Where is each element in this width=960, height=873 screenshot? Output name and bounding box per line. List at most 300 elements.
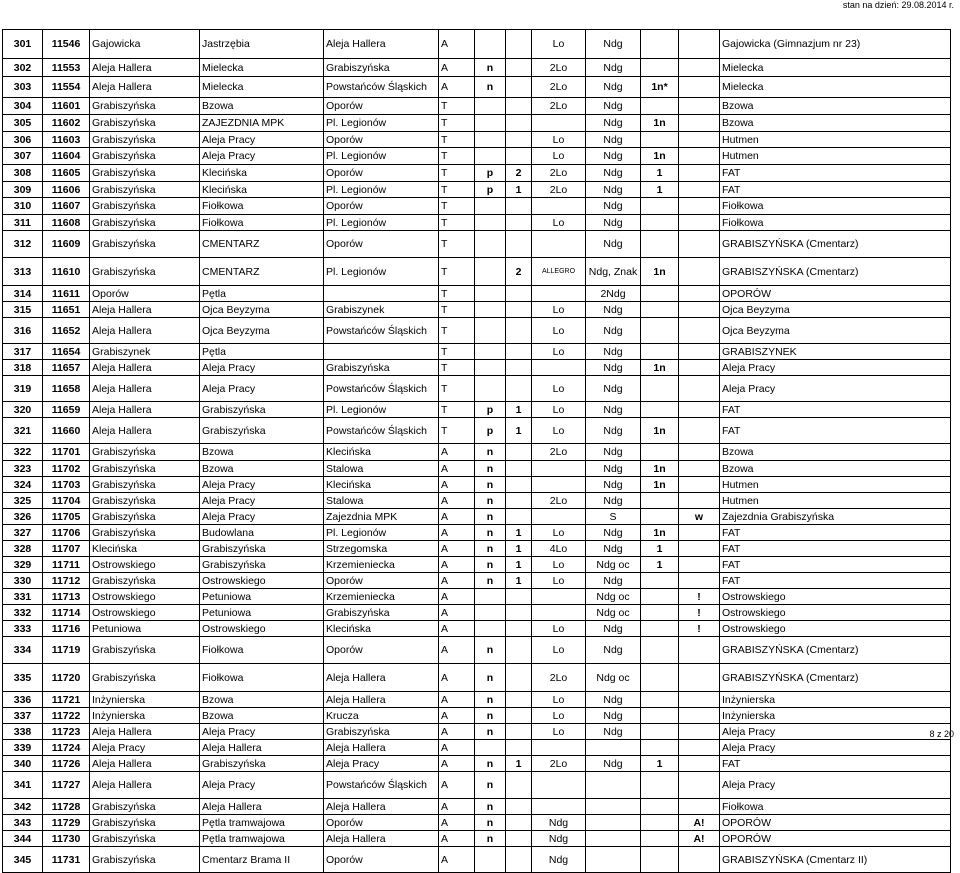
- cell-lp: 336: [3, 692, 43, 708]
- cell-street: Grabiszyńska: [90, 509, 200, 525]
- cell-type: T: [439, 231, 475, 258]
- cell-mark: [679, 740, 720, 756]
- cell-mark: [679, 376, 720, 402]
- cell-to-street: Krzemieniecka: [324, 557, 439, 573]
- cell-flag: [475, 360, 506, 376]
- cell-to-street: Oporów: [324, 637, 439, 664]
- cell-equipment: Ndg: [586, 115, 641, 132]
- cell-extra: [641, 692, 679, 708]
- cell-type: A: [439, 799, 475, 815]
- cell-lp: 327: [3, 525, 43, 541]
- cell-stop-id: 11722: [43, 708, 90, 724]
- cell-type: T: [439, 258, 475, 286]
- table-row: [3, 115, 951, 132]
- cell-lp: 312: [3, 231, 43, 258]
- cell-shelter: 2Lo: [532, 165, 586, 182]
- cell-shelter: Ndg: [532, 831, 586, 847]
- cell-from-street: Grabiszyńska: [200, 557, 324, 573]
- cell-equipment: [586, 799, 641, 815]
- cell-flag: p: [475, 182, 506, 198]
- cell-type: A: [439, 525, 475, 541]
- cell-lp: 326: [3, 509, 43, 525]
- cell-type: A: [439, 59, 475, 77]
- cell-to-street: Grabiszyńska: [324, 724, 439, 740]
- cell-to-street: Grabiszynek: [324, 302, 439, 318]
- cell-street: Grabiszyńska: [90, 231, 200, 258]
- cell-flag: p: [475, 165, 506, 182]
- table-row: [3, 132, 951, 148]
- cell-stop-id: 11707: [43, 541, 90, 557]
- cell-count: [506, 59, 532, 77]
- cell-flag: [475, 148, 506, 165]
- cell-count: [506, 98, 532, 115]
- cell-stop-id: 11713: [43, 589, 90, 605]
- cell-type: A: [439, 444, 475, 461]
- table-row: [3, 258, 951, 286]
- cell-equipment: [586, 740, 641, 756]
- cell-lp: 303: [3, 77, 43, 98]
- cell-from-street: Aleja Hallera: [200, 799, 324, 815]
- cell-shelter: Lo: [532, 418, 586, 444]
- cell-to-street: Klecińska: [324, 621, 439, 637]
- cell-flag: n: [475, 815, 506, 831]
- cell-street: Klecińska: [90, 541, 200, 557]
- cell-street: Aleja Hallera: [90, 360, 200, 376]
- cell-street: Grabiszyńska: [90, 215, 200, 231]
- cell-equipment: Ndg: [586, 344, 641, 360]
- cell-flag: [475, 98, 506, 115]
- cell-type: A: [439, 509, 475, 525]
- cell-stop-name: Ostrowskiego: [720, 589, 951, 605]
- cell-mark: [679, 541, 720, 557]
- cell-to-street: Pl. Legionów: [324, 215, 439, 231]
- cell-from-street: Bzowa: [200, 98, 324, 115]
- cell-flag: [475, 198, 506, 215]
- cell-from-street: Grabiszyńska: [200, 541, 324, 557]
- cell-street: Grabiszyńska: [90, 444, 200, 461]
- cell-equipment: Ndg: [586, 418, 641, 444]
- cell-street: Grabiszyńska: [90, 477, 200, 493]
- cell-lp: 315: [3, 302, 43, 318]
- cell-shelter: Lo: [532, 215, 586, 231]
- cell-shelter: Ndg: [532, 847, 586, 873]
- cell-extra: [641, 132, 679, 148]
- cell-to-street: Aleja Hallera: [324, 30, 439, 59]
- cell-stop-id: 11731: [43, 847, 90, 873]
- table-row: [3, 318, 951, 344]
- cell-shelter: Lo: [532, 557, 586, 573]
- cell-from-street: Mielecka: [200, 59, 324, 77]
- cell-from-street: Aleja Pracy: [200, 772, 324, 799]
- cell-to-street: Aleja Pracy: [324, 756, 439, 772]
- cell-flag: n: [475, 637, 506, 664]
- cell-stop-id: 11712: [43, 573, 90, 589]
- cell-extra: [641, 589, 679, 605]
- cell-stop-name: Hutmen: [720, 477, 951, 493]
- table-row: [3, 557, 951, 573]
- cell-flag: n: [475, 664, 506, 692]
- cell-street: Grabiszyńska: [90, 165, 200, 182]
- cell-street: Inżynierska: [90, 692, 200, 708]
- cell-from-street: Pętla: [200, 286, 324, 302]
- cell-from-street: Petuniowa: [200, 589, 324, 605]
- cell-stop-id: 11711: [43, 557, 90, 573]
- cell-type: A: [439, 589, 475, 605]
- cell-type: T: [439, 115, 475, 132]
- table-row: [3, 724, 951, 740]
- cell-lp: 338: [3, 724, 43, 740]
- cell-type: T: [439, 98, 475, 115]
- cell-stop-id: 11652: [43, 318, 90, 344]
- table-row: [3, 182, 951, 198]
- table-row: [3, 444, 951, 461]
- cell-lp: 332: [3, 605, 43, 621]
- cell-from-street: Pętla: [200, 344, 324, 360]
- cell-mark: [679, 132, 720, 148]
- cell-flag: n: [475, 724, 506, 740]
- table-row: [3, 376, 951, 402]
- cell-stop-id: 11719: [43, 637, 90, 664]
- table-row: [3, 98, 951, 115]
- cell-count: [506, 477, 532, 493]
- cell-stop-name: Fiołkowa: [720, 799, 951, 815]
- cell-street: Grabiszyńska: [90, 493, 200, 509]
- cell-stop-name: Aleja Pracy: [720, 376, 951, 402]
- cell-type: T: [439, 302, 475, 318]
- cell-from-street: CMENTARZ: [200, 258, 324, 286]
- cell-extra: [641, 799, 679, 815]
- cell-lp: 333: [3, 621, 43, 637]
- cell-from-street: Aleja Pracy: [200, 493, 324, 509]
- cell-extra: 1: [641, 541, 679, 557]
- cell-to-street: Oporów: [324, 573, 439, 589]
- cell-count: [506, 847, 532, 873]
- cell-mark: [679, 30, 720, 59]
- cell-lp: 328: [3, 541, 43, 557]
- cell-equipment: Ndg: [586, 165, 641, 182]
- cell-street: Grabiszyńska: [90, 573, 200, 589]
- table-row: [3, 231, 951, 258]
- cell-shelter: Ndg: [532, 815, 586, 831]
- cell-stop-id: 11704: [43, 493, 90, 509]
- table-row: [3, 589, 951, 605]
- cell-lp: 324: [3, 477, 43, 493]
- cell-stop-id: 11546: [43, 30, 90, 59]
- cell-from-street: Klecińska: [200, 182, 324, 198]
- cell-lp: 309: [3, 182, 43, 198]
- cell-count: [506, 664, 532, 692]
- cell-type: T: [439, 215, 475, 231]
- cell-stop-name: Bzowa: [720, 444, 951, 461]
- cell-stop-name: Fiołkowa: [720, 215, 951, 231]
- cell-to-street: Zajezdnia MPK: [324, 509, 439, 525]
- cell-stop-id: 11716: [43, 621, 90, 637]
- cell-equipment: [586, 847, 641, 873]
- cell-from-street: Aleja Pracy: [200, 477, 324, 493]
- cell-shelter: Lo: [532, 402, 586, 418]
- table-row: [3, 418, 951, 444]
- cell-shelter: [532, 509, 586, 525]
- cell-flag: n: [475, 692, 506, 708]
- cell-count: [506, 231, 532, 258]
- cell-stop-id: 11706: [43, 525, 90, 541]
- cell-stop-name: OPORÓW: [720, 286, 951, 302]
- table-row: [3, 740, 951, 756]
- cell-street: Grabiszyńska: [90, 815, 200, 831]
- cell-stop-id: 11554: [43, 77, 90, 98]
- table-row: [3, 493, 951, 509]
- cell-type: T: [439, 418, 475, 444]
- cell-stop-id: 11714: [43, 605, 90, 621]
- cell-flag: [475, 605, 506, 621]
- cell-stop-id: 11603: [43, 132, 90, 148]
- cell-flag: [475, 115, 506, 132]
- cell-count: [506, 799, 532, 815]
- table-row: [3, 605, 951, 621]
- cell-shelter: Lo: [532, 132, 586, 148]
- cell-equipment: Ndg: [586, 182, 641, 198]
- cell-stop-name: Aleja Pracy: [720, 360, 951, 376]
- cell-flag: [475, 215, 506, 231]
- cell-lp: 322: [3, 444, 43, 461]
- cell-street: Grabiszyńska: [90, 115, 200, 132]
- cell-shelter: 2Lo: [532, 493, 586, 509]
- cell-count: [506, 360, 532, 376]
- cell-to-street: Powstańców Śląskich: [324, 418, 439, 444]
- cell-equipment: Ndg: [586, 525, 641, 541]
- cell-shelter: [532, 115, 586, 132]
- cell-stop-id: 11702: [43, 461, 90, 477]
- cell-shelter: Lo: [532, 621, 586, 637]
- cell-lp: 340: [3, 756, 43, 772]
- cell-street: Aleja Hallera: [90, 302, 200, 318]
- cell-mark: [679, 573, 720, 589]
- cell-stop-name: Mielecka: [720, 77, 951, 98]
- cell-type: A: [439, 77, 475, 98]
- cell-stop-id: 11703: [43, 477, 90, 493]
- cell-mark: [679, 799, 720, 815]
- cell-flag: n: [475, 477, 506, 493]
- cell-shelter: [532, 231, 586, 258]
- cell-stop-id: 11721: [43, 692, 90, 708]
- table-row: [3, 573, 951, 589]
- cell-flag: n: [475, 557, 506, 573]
- cell-from-street: Ostrowskiego: [200, 621, 324, 637]
- cell-equipment: Ndg: [586, 30, 641, 59]
- cell-to-street: Aleja Hallera: [324, 740, 439, 756]
- cell-lp: 314: [3, 286, 43, 302]
- cell-count: 1: [506, 525, 532, 541]
- cell-type: T: [439, 148, 475, 165]
- cell-count: [506, 30, 532, 59]
- cell-lp: 343: [3, 815, 43, 831]
- cell-stop-name: Inżynierska: [720, 708, 951, 724]
- cell-from-street: Petuniowa: [200, 605, 324, 621]
- cell-from-street: Pętla tramwajowa: [200, 815, 324, 831]
- cell-lp: 308: [3, 165, 43, 182]
- cell-extra: 1: [641, 182, 679, 198]
- cell-shelter: Lo: [532, 344, 586, 360]
- cell-stop-name: FAT: [720, 525, 951, 541]
- cell-stop-name: FAT: [720, 418, 951, 444]
- cell-extra: 1n: [641, 148, 679, 165]
- table-row: [3, 637, 951, 664]
- cell-extra: [641, 724, 679, 740]
- table-row: [3, 344, 951, 360]
- cell-equipment: Ndg: [586, 98, 641, 115]
- cell-from-street: Aleja Pracy: [200, 360, 324, 376]
- cell-street: Grabiszyńska: [90, 198, 200, 215]
- cell-to-street: Klecińska: [324, 477, 439, 493]
- cell-stop-id: 11701: [43, 444, 90, 461]
- cell-stop-name: FAT: [720, 182, 951, 198]
- table-row: [3, 148, 951, 165]
- cell-stop-name: FAT: [720, 165, 951, 182]
- cell-stop-name: GRABISZYŃSKA (Cmentarz): [720, 664, 951, 692]
- cell-to-street: Pl. Legionów: [324, 115, 439, 132]
- cell-stop-id: 11660: [43, 418, 90, 444]
- table-row: [3, 215, 951, 231]
- cell-to-street: Stalowa: [324, 461, 439, 477]
- cell-extra: [641, 493, 679, 509]
- cell-stop-id: 11610: [43, 258, 90, 286]
- cell-stop-name: FAT: [720, 756, 951, 772]
- cell-equipment: Ndg: [586, 692, 641, 708]
- cell-stop-id: 11723: [43, 724, 90, 740]
- table-row: [3, 198, 951, 215]
- cell-from-street: Fiołkowa: [200, 215, 324, 231]
- cell-lp: 339: [3, 740, 43, 756]
- cell-count: 2: [506, 258, 532, 286]
- table-row: [3, 525, 951, 541]
- cell-from-street: Ostrowskiego: [200, 573, 324, 589]
- cell-lp: 319: [3, 376, 43, 402]
- cell-street: Aleja Hallera: [90, 77, 200, 98]
- cell-flag: n: [475, 77, 506, 98]
- table-row: [3, 477, 951, 493]
- cell-street: Grabiszyńska: [90, 847, 200, 873]
- cell-lp: 305: [3, 115, 43, 132]
- cell-stop-id: 11705: [43, 509, 90, 525]
- cell-mark: [679, 402, 720, 418]
- cell-mark: [679, 772, 720, 799]
- cell-flag: [475, 740, 506, 756]
- cell-shelter: [532, 772, 586, 799]
- cell-from-street: Aleja Pracy: [200, 132, 324, 148]
- cell-shelter: [532, 477, 586, 493]
- cell-lp: 317: [3, 344, 43, 360]
- cell-count: [506, 815, 532, 831]
- cell-stop-name: Hutmen: [720, 493, 951, 509]
- cell-flag: n: [475, 573, 506, 589]
- cell-extra: 1n: [641, 418, 679, 444]
- cell-mark: [679, 318, 720, 344]
- cell-stop-name: Bzowa: [720, 115, 951, 132]
- cell-type: A: [439, 815, 475, 831]
- cell-stop-name: Zajezdnia Grabiszyńska: [720, 509, 951, 525]
- cell-lp: 302: [3, 59, 43, 77]
- cell-count: 1: [506, 557, 532, 573]
- cell-to-street: Oporów: [324, 198, 439, 215]
- cell-mark: [679, 148, 720, 165]
- cell-type: A: [439, 740, 475, 756]
- cell-shelter: [532, 589, 586, 605]
- cell-street: Aleja Hallera: [90, 376, 200, 402]
- cell-shelter: Lo: [532, 708, 586, 724]
- cell-from-street: Bzowa: [200, 692, 324, 708]
- cell-shelter: 2Lo: [532, 444, 586, 461]
- cell-extra: [641, 708, 679, 724]
- cell-type: A: [439, 847, 475, 873]
- cell-extra: [641, 740, 679, 756]
- cell-from-street: CMENTARZ: [200, 231, 324, 258]
- cell-lp: 306: [3, 132, 43, 148]
- cell-shelter: Lo: [532, 30, 586, 59]
- cell-extra: 1: [641, 557, 679, 573]
- cell-type: T: [439, 165, 475, 182]
- cell-stop-id: 11726: [43, 756, 90, 772]
- cell-from-street: Aleja Pracy: [200, 724, 324, 740]
- cell-to-street: Oporów: [324, 132, 439, 148]
- table-row: [3, 799, 951, 815]
- cell-from-street: Jastrzębia: [200, 30, 324, 59]
- table-row: [3, 772, 951, 799]
- cell-equipment: Ndg: [586, 756, 641, 772]
- cell-count: [506, 318, 532, 344]
- cell-shelter: [532, 360, 586, 376]
- cell-extra: [641, 573, 679, 589]
- cell-extra: [641, 509, 679, 525]
- cell-extra: 1n: [641, 461, 679, 477]
- cell-lp: 318: [3, 360, 43, 376]
- cell-lp: 345: [3, 847, 43, 873]
- cell-mark: [679, 258, 720, 286]
- cell-from-street: Fiołkowa: [200, 637, 324, 664]
- cell-stop-id: 11729: [43, 815, 90, 831]
- cell-type: A: [439, 461, 475, 477]
- cell-count: [506, 302, 532, 318]
- cell-street: Ostrowskiego: [90, 605, 200, 621]
- cell-stop-id: 11611: [43, 286, 90, 302]
- cell-shelter: 2Lo: [532, 664, 586, 692]
- cell-type: T: [439, 318, 475, 344]
- cell-lp: 330: [3, 573, 43, 589]
- cell-stop-name: Aleja Pracy: [720, 724, 951, 740]
- cell-street: Grabiszyńska: [90, 132, 200, 148]
- cell-stop-name: GRABISZYŃSKA (Cmentarz): [720, 258, 951, 286]
- cell-extra: [641, 605, 679, 621]
- cell-equipment: Ndg oc: [586, 664, 641, 692]
- cell-equipment: Ndg, Znak: [586, 258, 641, 286]
- cell-shelter: Lo: [532, 573, 586, 589]
- cell-flag: n: [475, 493, 506, 509]
- cell-type: A: [439, 756, 475, 772]
- cell-equipment: Ndg: [586, 198, 641, 215]
- cell-count: [506, 621, 532, 637]
- cell-street: Grabiszyńska: [90, 525, 200, 541]
- cell-flag: [475, 318, 506, 344]
- cell-extra: [641, 286, 679, 302]
- cell-from-street: Grabiszyńska: [200, 418, 324, 444]
- cell-type: T: [439, 198, 475, 215]
- cell-mark: [679, 302, 720, 318]
- cell-stop-name: Inżynierska: [720, 692, 951, 708]
- cell-stop-name: Ojca Beyzyma: [720, 318, 951, 344]
- cell-street: Aleja Hallera: [90, 772, 200, 799]
- cell-from-street: Bzowa: [200, 461, 324, 477]
- cell-type: A: [439, 557, 475, 573]
- cell-from-street: Fiołkowa: [200, 664, 324, 692]
